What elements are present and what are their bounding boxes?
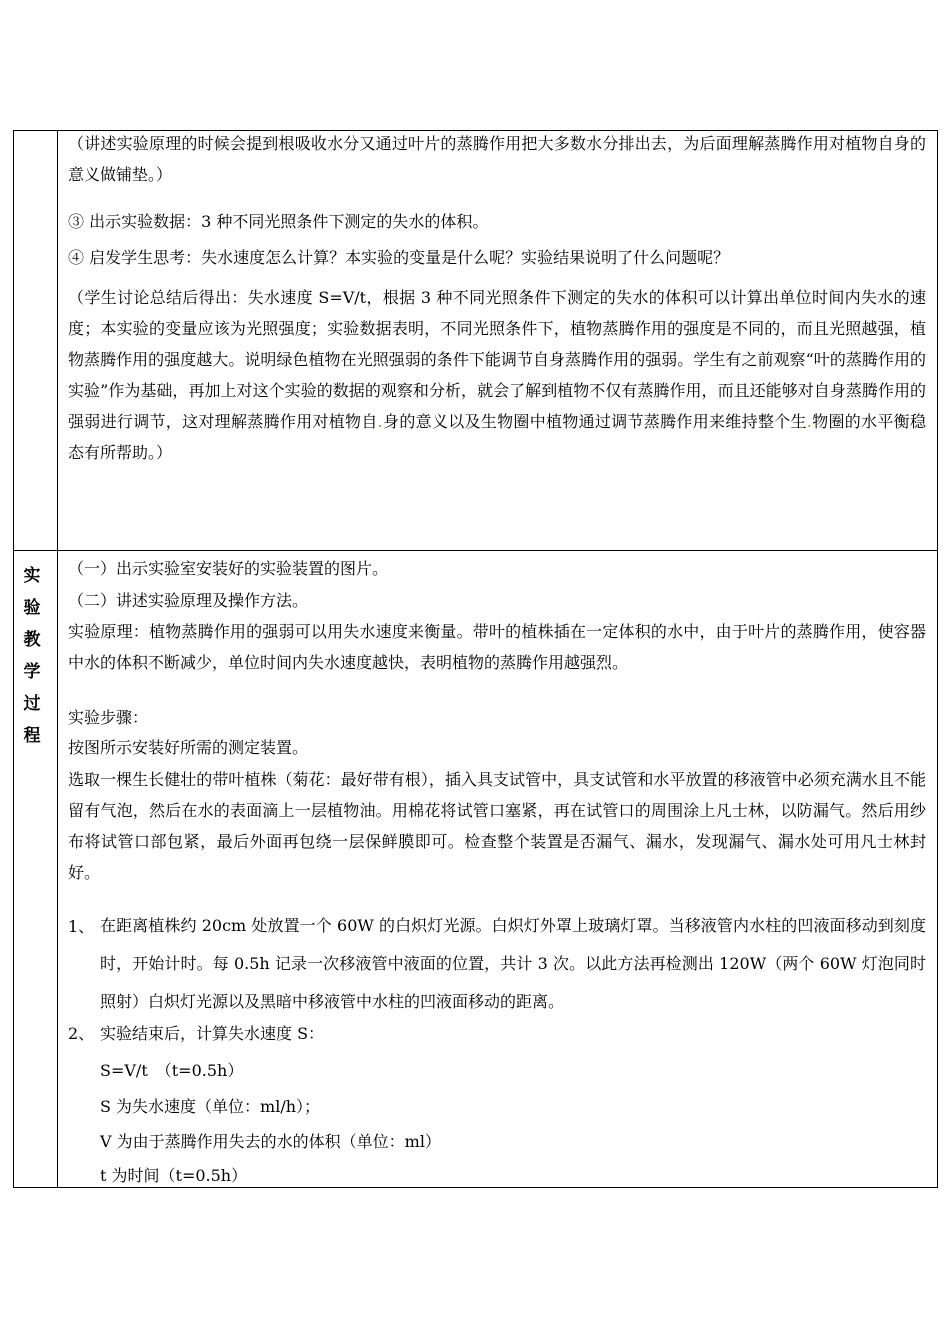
setup-line: 按图所示安装好所需的测定装置。 (68, 738, 309, 757)
steps-title: 实验步骤： (68, 708, 149, 727)
table-border-right (937, 130, 938, 1188)
item-3: ③ 出示实验数据：3 种不同光照条件下测定的失水的体积。 (68, 212, 489, 231)
discussion-dot-1: . (377, 412, 383, 431)
definition-s: S 为失水速度（单位：ml/h）； (100, 1097, 321, 1116)
discussion-paragraph (68, 282, 926, 468)
step-2: （二）讲述实验原理及操作方法。 (68, 591, 309, 610)
step-1: （一）出示实验室安装好的实验装置的图片。 (68, 559, 389, 578)
discussion-text-c: 物圈的水平衡稳态有所帮助。） (68, 412, 926, 462)
definition-v: V 为由于蒸腾作用失去的水的体积（单位：ml） (100, 1132, 441, 1151)
list-number-1: 1、 (68, 917, 95, 936)
section-label-char: 过 (23, 694, 41, 714)
top-note: （讲述实验原理的时候会提到根吸收水分又通过叶片的蒸腾作用把大多数水分排出去，为后面理解蒸腾作用对植物自身的意义做铺垫。） (68, 134, 926, 184)
section-label-char: 程 (23, 726, 41, 746)
item-4: ④ 启发学生思考：失水速度怎么计算？本实验的变量是什么呢？实验结果说明了什么问题呢？ (68, 248, 730, 267)
table-row-divider (13, 550, 938, 551)
formula: S=V/t （t=0.5h） (100, 1061, 244, 1080)
section-label-char: 验 (23, 598, 41, 618)
section-label-char: 教 (23, 630, 41, 650)
table-column-divider (57, 130, 58, 1188)
table-border-left (13, 130, 14, 1188)
section-label-char: 学 (23, 662, 41, 682)
discussion-text-a: （学生讨论总结后得出：失水速度 S=V/t，根据 3 种不同光照条件下测定的失水的体积可以计算出单位时间内失水的速度；本实验的变量应该为光照强度；实验数据表明，不同光照条件下，植物蒸腾作用的强度是不同的，而且光照越强，植物蒸腾作用的强度越大。说明绿色植物在光照强弱的条件下能调节自身蒸腾作用的强弱。学生有之前观察“叶的蒸腾作用的实验”作为基础，再加上对这个实验的数据的观察和分析，就会了解到植物不仅有蒸腾作用，而且还能够对自身蒸腾作用的强弱进行调节，这对理解蒸腾作用对植物自 (68, 288, 926, 431)
section-label-char: 实 (23, 566, 41, 586)
list-item-1: 在距离植株约 20cm 处放置一个 60W 的白炽灯光源。白炽灯外罩上玻璃灯罩。当移液管内水柱的凹液面移动到刻度时，开始计时。每 0.5h 记录一次移液管中液面的位置，共计 3 次。以此方法再检测出 120W（两个 60W 灯泡同时照射）白炽灯光源以及黑暗中移液管中水柱的凹液面移动的距离。 (100, 916, 926, 1011)
list-item-2: 实验结束后，计算失水速度 S： (100, 1024, 325, 1043)
principle-paragraph: 实验原理：植物蒸腾作用的强弱可以用失水速度来衡量。带叶的植株插在一定体积的水中，由于叶片的蒸腾作用，使容器中水的体积不断减少，单位时间内失水速度越快，表明植物的蒸腾作用越强烈。 (68, 622, 926, 672)
definition-t: t 为时间（t=0.5h） (100, 1166, 248, 1185)
discussion-dot-2: . (806, 412, 812, 431)
section-label (16, 560, 48, 752)
discussion-text-b: 身的意义以及生物圈中植物通过调节蒸腾作用来维持整个生 (382, 412, 807, 431)
selection-paragraph: 选取一棵生长健壮的带叶植株（菊花：最好带有根），插入具支试管中，具支试管和水平放置的移液管中必须充满水且不能留有气泡，然后在水的表面滴上一层植物油。用棉花将试管口塞紧，再在试管口的周围涂上凡士林，以防漏气。然后用纱布将试管口部包紧，最后外面再包绕一层保鲜膜即可。检查整个装置是否漏气、漏水，发现漏气、漏水处可用凡士林封好。 (68, 770, 926, 882)
list-number-2: 2、 (68, 1024, 95, 1043)
